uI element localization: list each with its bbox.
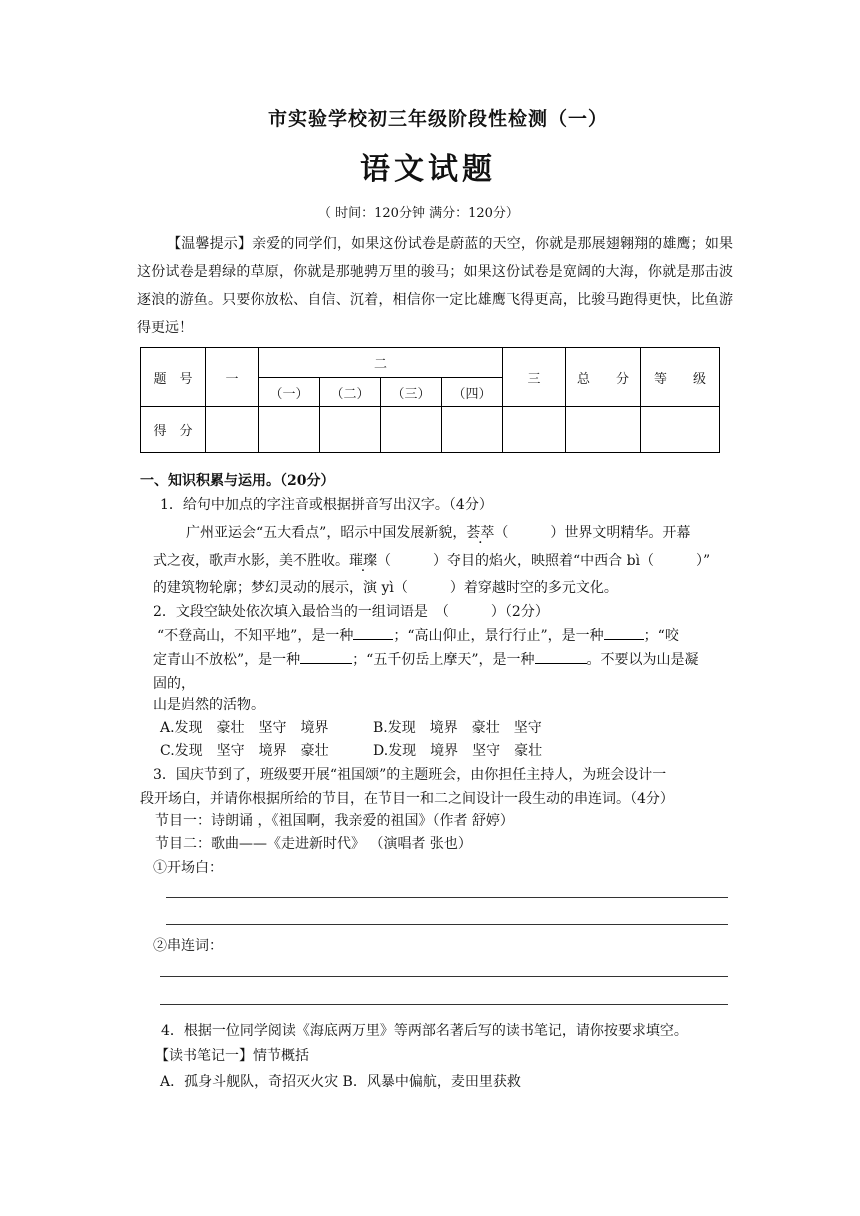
score-table: [140, 347, 720, 453]
label-score: 得 分: [141, 407, 206, 453]
q2-line-1: “不登高山，不知平地”，是一种 ；“高山仰止，景行行止”，是一种 ；“咬: [157, 625, 679, 645]
sub-col-3: （三）: [381, 378, 442, 407]
q3-line-2: 段开场白，并请你根据所给的节目，在节目一和二之间设计一段生动的串连词。（4分）: [140, 791, 674, 807]
dotted-word: 荟萃: [466, 525, 495, 541]
col-one: 一: [206, 348, 259, 407]
q3-program-1: 节目一：诗朗诵 ，《祖国啊，我亲爱的祖国》（作者 舒婷）: [155, 813, 514, 829]
fill-blank[interactable]: [353, 625, 393, 640]
q4-options: A．孤身斗舰队，奇招灭火灾 B．风暴中偏航，麦田里获救: [160, 1074, 521, 1090]
school-title: 市实验学校初三年级阶段性检测（一）: [268, 108, 609, 130]
q4-note-1: 【读书笔记一】情节概括: [155, 1048, 309, 1064]
q2-line-4: 山是岿然的活物。: [153, 697, 265, 713]
col-grade: 等 级: [641, 348, 720, 407]
q4-prompt: 4．根据一位同学阅读《海底两万里》等两部名著后写的读书笔记，请你按要求填空。: [161, 1023, 688, 1039]
score-cell[interactable]: [259, 407, 320, 453]
q3-opening-label: ①开场白：: [153, 860, 223, 876]
answer-line[interactable]: [160, 976, 728, 977]
q2-line-3: 固的，: [153, 676, 195, 692]
fill-blank[interactable]: [300, 649, 352, 664]
q1-line-1: 广州亚运会“五大看点”，昭示中国发展新貌，荟萃（ ）世界文明精华。开幕: [186, 525, 691, 541]
score-cell[interactable]: [442, 407, 503, 453]
score-cell[interactable]: [381, 407, 442, 453]
time-info: （ 时间：120分钟 满分：120分）: [318, 206, 519, 221]
q3-program-2: 节目二：歌曲——《走进新时代》 （演唱者 张也）: [155, 836, 472, 852]
score-cell[interactable]: [503, 407, 566, 453]
q2-prompt: 2．文段空缺处依次填入最恰当的一组词语是 （ ）（2分）: [153, 604, 549, 620]
col-two: 二: [259, 348, 503, 378]
score-cell[interactable]: [641, 407, 720, 453]
q2-option-b: B.发现 境界 豪壮 坚守: [373, 720, 542, 736]
answer-line[interactable]: [166, 897, 728, 898]
q1-line-2: 式之夜，歌声水影，美不胜收。璀璨（ ）夺目的焰火，映照着“中西合 bì（ ）”: [153, 553, 711, 569]
col-three: 三: [503, 348, 566, 407]
q2-option-a: A.发现 豪壮 坚守 境界: [160, 720, 329, 736]
tip-text: 亲爱的同学们，如果这份试卷是蔚蓝的天空，你就是那展翅翱翔的雄鹰；如果这份试卷是碧绿的草原，你就是那驰骋万里的骏马；如果这份试卷是宽阔的大海，你就是那击波逐浪的游鱼。只要你放松、自信、沉着，相信你一定比雄鹰飞得更高，比骏马跑得更快，比鱼游得更远！: [137, 236, 734, 336]
subject-title: 语文试题: [360, 152, 496, 187]
q2-option-c: C.发现 坚守 境界 豪壮: [160, 743, 329, 759]
dotted-word: 璀璨: [349, 553, 377, 569]
q1-line-3: 的建筑物轮廓；梦幻灵动的展示，演 yì（ ）着穿越时空的多元文化。: [153, 580, 618, 596]
answer-line[interactable]: [166, 924, 728, 925]
sub-col-1: （一）: [259, 378, 320, 407]
q2-option-d: D.发现 境界 坚守 豪壮: [373, 743, 543, 759]
q3-line-1: 3．国庆节到了，班级要开展“祖国颂”的主题班会，由你担任主持人，为班会设计一: [153, 767, 667, 783]
score-cell[interactable]: [206, 407, 259, 453]
score-cell[interactable]: [566, 407, 641, 453]
col-total: 总 分: [566, 348, 641, 407]
fill-blank[interactable]: [604, 625, 644, 640]
tip-label: 【温馨提示】: [167, 236, 253, 252]
q1-prompt: 1．给句中加点的字注音或根据拼音写出汉字。（4分）: [160, 497, 493, 513]
answer-line[interactable]: [160, 1004, 728, 1005]
sub-col-2: （二）: [320, 378, 381, 407]
fill-blank[interactable]: [535, 649, 587, 664]
q3-link-label: ②串连词：: [153, 938, 223, 954]
q2-line-2: 定青山不放松”，是一种 ；“五千仞岳上摩天”，是一种 。不要以为山是凝: [153, 649, 699, 669]
section-title: 一、知识积累与运用。（20分）: [140, 473, 335, 489]
warm-tip: [137, 230, 733, 342]
score-cell[interactable]: [320, 407, 381, 453]
label-number: 题 号: [141, 348, 206, 407]
sub-col-4: （四）: [442, 378, 503, 407]
